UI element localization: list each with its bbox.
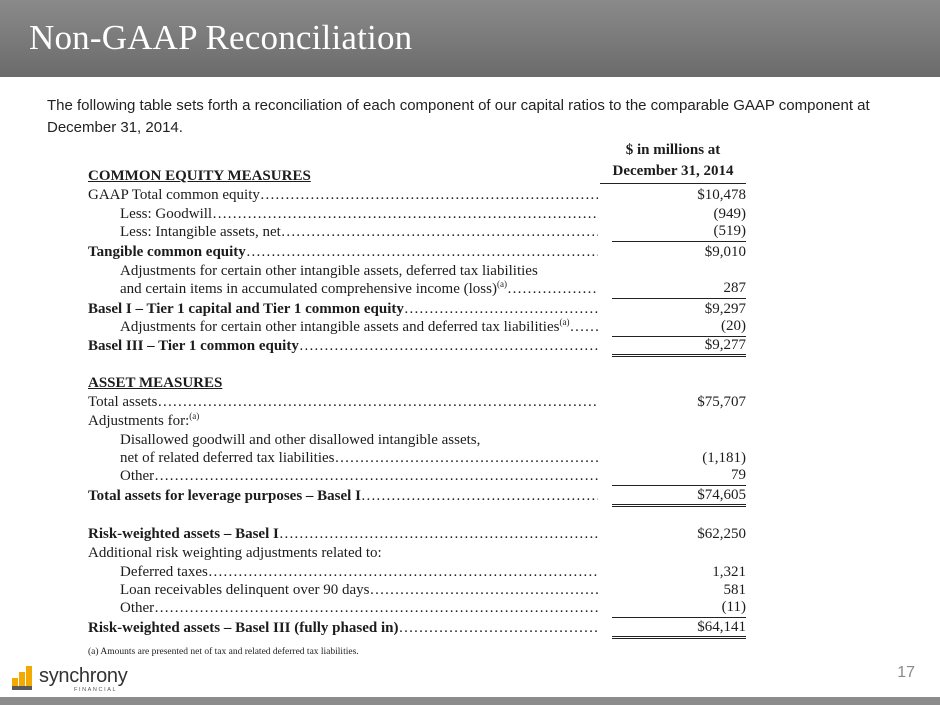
column-header-line1: $ in millions at bbox=[625, 142, 721, 158]
row-label: Other bbox=[120, 600, 155, 616]
table-row bbox=[88, 562, 746, 582]
row-label: ASSET MEASURES bbox=[88, 375, 223, 391]
logo-wordmark: synchrony bbox=[39, 665, 128, 687]
title-bar bbox=[0, 0, 940, 77]
row-label: Total assets for leverage purposes – Basel I bbox=[88, 488, 361, 504]
row-value: 581 bbox=[723, 582, 746, 598]
row-value: 79 bbox=[612, 466, 746, 486]
row-label: Additional risk weighting adjustments related to: bbox=[88, 545, 382, 561]
footnote-marker: (a) bbox=[559, 317, 570, 327]
dot-leader bbox=[281, 224, 598, 240]
table-row bbox=[88, 204, 746, 224]
dot-leader bbox=[279, 526, 598, 542]
row-label: Basel III – Tier 1 common equity bbox=[88, 338, 299, 354]
row-label: COMMON EQUITY MEASURES bbox=[88, 168, 311, 184]
row-label: Risk-weighted assets – Basel III (fully phased in) bbox=[88, 620, 399, 636]
footnote: (a) Amounts are presented net of tax and related deferred tax liabilities. bbox=[88, 647, 359, 657]
table-row bbox=[88, 543, 746, 563]
row-value: 1,321 bbox=[712, 564, 746, 580]
dot-leader bbox=[398, 620, 598, 636]
row-label: Loan receivables delinquent over 90 days bbox=[120, 582, 370, 598]
dot-leader bbox=[299, 338, 598, 354]
row-value: $9,297 bbox=[704, 301, 746, 317]
table-row bbox=[88, 185, 746, 205]
row-value: $9,010 bbox=[704, 244, 746, 260]
dot-leader bbox=[246, 244, 598, 260]
table-row bbox=[88, 466, 746, 486]
table-row bbox=[88, 242, 746, 262]
synchrony-mark-icon bbox=[12, 664, 36, 690]
row-label: Other bbox=[120, 468, 155, 484]
row-label: Risk-weighted assets – Basel I bbox=[88, 526, 279, 542]
row-value: (20) bbox=[612, 317, 746, 337]
row-label: Adjustments for: bbox=[88, 413, 190, 429]
table-row bbox=[88, 299, 746, 319]
row-label: Less: Goodwill bbox=[120, 206, 213, 222]
row-label: Disallowed goodwill and other disallowed intangible assets, bbox=[120, 432, 481, 448]
table-row bbox=[88, 430, 746, 450]
row-value: (1,181) bbox=[702, 450, 746, 466]
dot-leader bbox=[154, 600, 598, 616]
dot-leader bbox=[260, 187, 598, 203]
row-value: $62,250 bbox=[697, 526, 746, 542]
table-row bbox=[88, 261, 746, 281]
logo-subtitle: FINANCIAL bbox=[74, 687, 118, 693]
table-row bbox=[88, 336, 746, 356]
table-row bbox=[88, 279, 746, 299]
row-value: $64,141 bbox=[612, 618, 746, 639]
dot-leader bbox=[370, 582, 599, 598]
row-label: net of related deferred tax liabilities bbox=[120, 450, 335, 466]
row-label: Adjustments for certain other intangible assets and deferred tax liabilities bbox=[120, 319, 560, 335]
row-label: Deferred taxes bbox=[120, 564, 208, 580]
table-row bbox=[88, 580, 746, 600]
dot-leader bbox=[208, 564, 598, 580]
row-label: Basel I – Tier 1 capital and Tier 1 common equity bbox=[88, 301, 404, 317]
section-heading-common-equity bbox=[88, 166, 746, 186]
dot-leader bbox=[361, 488, 598, 504]
table-row bbox=[88, 618, 746, 638]
footnote-marker: (a) bbox=[189, 411, 200, 421]
dot-leader bbox=[157, 394, 598, 410]
row-value: 287 bbox=[612, 279, 746, 299]
row-value: (949) bbox=[713, 206, 746, 222]
table-row bbox=[88, 392, 746, 412]
dot-leader bbox=[212, 206, 598, 222]
section-heading-asset-measures bbox=[88, 373, 746, 393]
dot-leader bbox=[507, 281, 598, 297]
synchrony-logo bbox=[12, 664, 152, 694]
row-label: Adjustments for certain other intangible assets, deferred tax liabilities bbox=[120, 263, 538, 279]
row-label: Less: Intangible assets, net bbox=[120, 224, 281, 240]
table-row bbox=[88, 524, 746, 544]
row-value: $10,478 bbox=[697, 187, 746, 203]
row-value: (11) bbox=[612, 598, 746, 618]
row-value: $75,707 bbox=[697, 394, 746, 410]
dot-leader bbox=[334, 450, 598, 466]
table-row bbox=[88, 448, 746, 468]
dot-leader bbox=[154, 468, 598, 484]
row-value: $9,277 bbox=[612, 336, 746, 357]
row-value: (519) bbox=[612, 222, 746, 242]
footnote-marker: (a) bbox=[496, 279, 507, 289]
table-row bbox=[88, 598, 746, 618]
page-number: 17 bbox=[897, 664, 915, 681]
page-title: Non-GAAP Reconciliation bbox=[29, 18, 413, 57]
row-label: Total assets bbox=[88, 394, 158, 410]
table-row bbox=[88, 222, 746, 242]
intro-paragraph: The following table sets forth a reconciliation of each component of our capital ratios to the comparable GAAP component at December 31, 2014. bbox=[47, 97, 870, 136]
row-label: and certain items in accumulated comprehensive income (loss) bbox=[120, 281, 497, 297]
row-label: GAAP Total common equity bbox=[88, 187, 260, 203]
dot-leader bbox=[404, 301, 598, 317]
column-header-line2: December 31, 2014 bbox=[600, 161, 746, 184]
dot-leader bbox=[569, 319, 598, 335]
table-row bbox=[88, 486, 746, 506]
table-row bbox=[88, 411, 746, 431]
row-label: Tangible common equity bbox=[88, 244, 246, 260]
footer-bar bbox=[0, 697, 940, 705]
row-value: $74,605 bbox=[612, 486, 746, 507]
table-row bbox=[88, 317, 746, 337]
